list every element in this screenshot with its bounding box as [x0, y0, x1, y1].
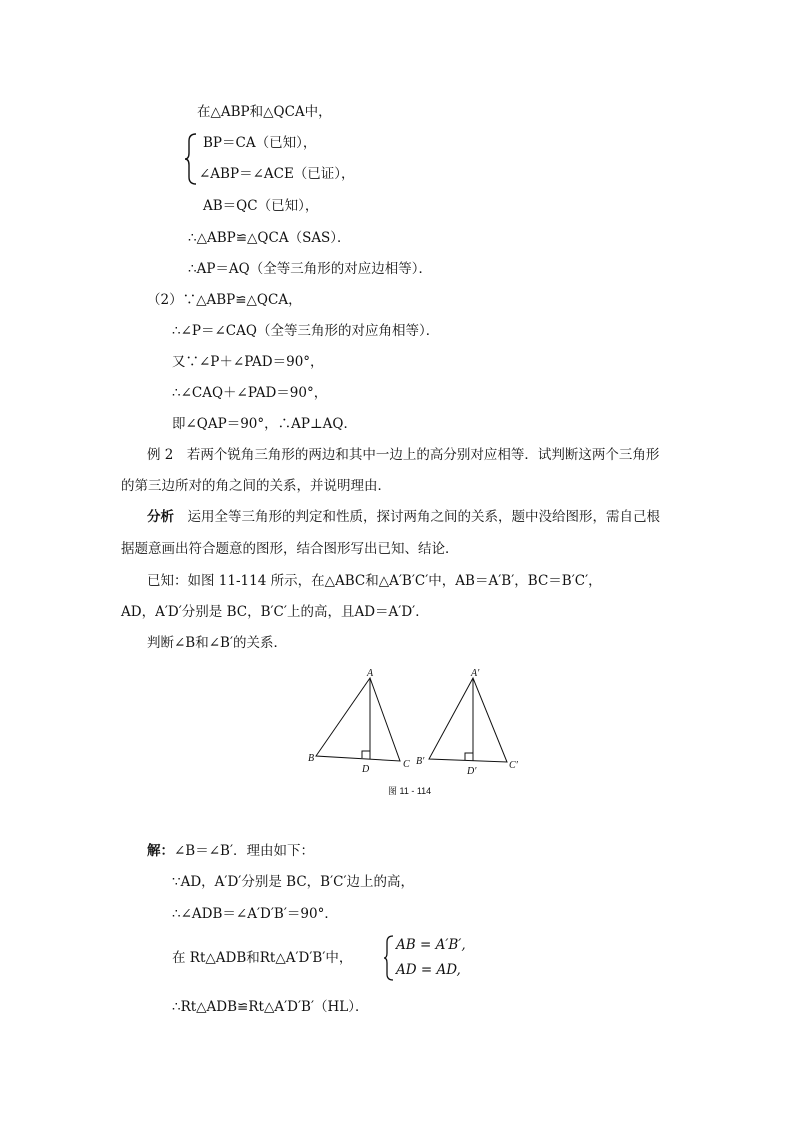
label-a-prime: A′ — [471, 668, 480, 679]
solution-line-3: ∴∠ADB＝∠A′D′B′＝90°． — [172, 906, 338, 922]
solution-text: ∠B＝∠B′．理由如下： — [174, 843, 315, 859]
text-line-6: ∴AP＝AQ（全等三角形的对应边相等）． — [188, 261, 432, 277]
label-c: C — [403, 759, 410, 770]
label-b: B — [308, 753, 315, 764]
label-b-prime: B′ — [416, 756, 425, 767]
triangle-a2b2c2 — [429, 678, 507, 762]
equation-ad: AD = AD, — [396, 962, 461, 978]
solution-heading: 解： — [147, 843, 174, 859]
text-line-10: ∴∠CAQ＋∠PAD＝90°， — [172, 385, 328, 401]
example-2-line-2: 的第三边所对的角之间的关系，并说明理由． — [121, 478, 391, 494]
text-line-3: ∠ABP＝∠ACE（已证）， — [199, 166, 355, 182]
triangle-abc — [316, 678, 400, 761]
right-angle-mark-d — [362, 751, 370, 758]
triangle-figure — [300, 665, 530, 805]
text-line-11: 即∠QAP＝90°，∴AP⊥AQ． — [172, 416, 357, 432]
text-line-9: 又∵∠P＋∠PAD＝90°， — [172, 354, 324, 370]
text-line-1: 在△ABP和△QCA中， — [197, 104, 332, 120]
analysis-line-1 — [147, 508, 660, 526]
example-2-line-1: 例 2 若两个锐角三角形的两边和其中一边上的高分别对应相等．试判断这两个三角形 — [147, 447, 660, 463]
given-line-2: AD，A′D′分别是 BC，B′C′上的高，且AD＝A′D′． — [121, 604, 429, 620]
figure-caption: 图 11 - 114 — [388, 786, 432, 796]
judge-line: 判断∠B和∠B′的关系． — [147, 635, 288, 651]
solution-line-1 — [147, 842, 314, 860]
text-line-4: AB＝QC（已知）， — [203, 198, 319, 214]
solution-line-2: ∵AD，A′D′分别是 BC，B′C′边上的高， — [172, 874, 415, 890]
given-line-1: 已知：如图 11-114 所示，在△ABC和△A′B′C′中，AB＝A′B′，BC＝B′C′， — [147, 573, 602, 589]
label-d: D — [362, 764, 370, 775]
text-line-7: （2）∵△ABP≌△QCA， — [147, 292, 302, 308]
text-line-2: BP＝CA（已知）， — [203, 135, 317, 151]
right-angle-mark-d2 — [465, 753, 473, 760]
label-c-prime: C′ — [509, 760, 518, 771]
analysis-line-2: 据题意画出符合题意的图形，结合图形写出已知、结论． — [121, 541, 459, 557]
solution-line-5: ∴Rt△ADB≌Rt△A′D′B′（HL）． — [172, 999, 369, 1015]
analysis-text: 运用全等三角形的判定和性质，探讨两角之间的关系，题中没给图形，需自己根 — [174, 509, 660, 525]
text-line-5: ∴△ABP≌△QCA（SAS）． — [188, 230, 351, 246]
solution-line-4: 在 Rt△ADB和Rt△A′D′B′中， — [172, 950, 353, 966]
left-brace-1 — [184, 133, 198, 185]
label-a: A — [367, 668, 374, 679]
analysis-heading: 分析 — [147, 509, 174, 525]
left-brace-2 — [383, 935, 395, 981]
label-d-prime: D′ — [467, 766, 477, 777]
equation-ab: AB = A′B′, — [396, 937, 466, 953]
text-line-8: ∴∠P＝∠CAQ（全等三角形的对应角相等）． — [172, 323, 440, 339]
